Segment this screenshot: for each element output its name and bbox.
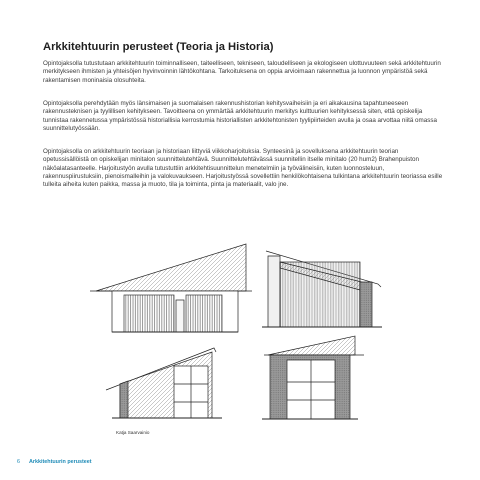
- paragraph-intro: Opintojaksolla tutustutaan arkkitehtuurin toiminnalliseen, taiteelliseen, tekniseen, taloudelliseen ja ekologiseen ulottuvuuteen sekä arkkitehtuurin merkitykseen ihmisten ja yhteisöjen hyvinvoinnin lähtökohtana. Tarkoituksena on oppia arvioimaan rakennettua ja luonnon ympäristöä sekä rakentamisen moninaisia olosuhteita.: [43, 60, 441, 84]
- drawing-rear-elevation: [106, 348, 222, 418]
- figure-caption: Katja Saarvainio: [116, 430, 150, 435]
- drawing-side-elevation: [262, 251, 382, 327]
- paragraph-history: Opintojaksolla perehdytään myös länsimaisen ja suomalaisen rakennushistorian kehitysvaiheisiin ja eri aikakausina tapahtuneeseen rakennusteknisen ja tyylillisen kehitykseen. Tavoitteena on ymmärtää arkkitehtuurin merkitys kulttuurien kehityksessä siten, että opiskelija tunnistaa rakennetussa ympäristössä historiallisia kerrostumia historiallisten arkkitehtonisten tyylipiirteiden avulla ja osaa arvottaa niitä omassa suunnittelutyössään.: [43, 100, 437, 132]
- footer-title: Arkkitehtuurin perusteet: [29, 459, 92, 465]
- page-number: 6: [17, 459, 20, 465]
- drawing-front-elevation: [90, 244, 252, 332]
- drawing-end-elevation: [262, 336, 364, 419]
- page-title: Arkkitehtuurin perusteet (Teoria ja Historia): [43, 41, 274, 53]
- paragraph-exercises: Opintojaksolla on arkkitehtuurin teoriaan ja historiaan liittyviä viikkoharjoituksia. Synteesinä ja sovelluksena arkkitehtuurin teorian opetussisällöistä on opiskelijan minitalon suunnittelutehtävä. Suunnittelutehtävässä suunnitellin itselle minitalo (20 hum2) Brahenpuiston näköalatasanteelle. Harjoitustyön avulla tutustuttiin arkkitehtisuunnittelun menetelmiin ja työvälineisiin, kuten luonnosteluun, rakennuspiirustuksiin, pienoismalleihin ja valokuvaukseen. Harjoitustyössä sovellettiin henkilökohtaisena tulkintana arkkitehtuurin teoriassa esille tulleita aiheita kuten paikka, massa ja muoto, tila ja toiminta, pinta ja materiaalit, valo jne.: [43, 148, 443, 189]
